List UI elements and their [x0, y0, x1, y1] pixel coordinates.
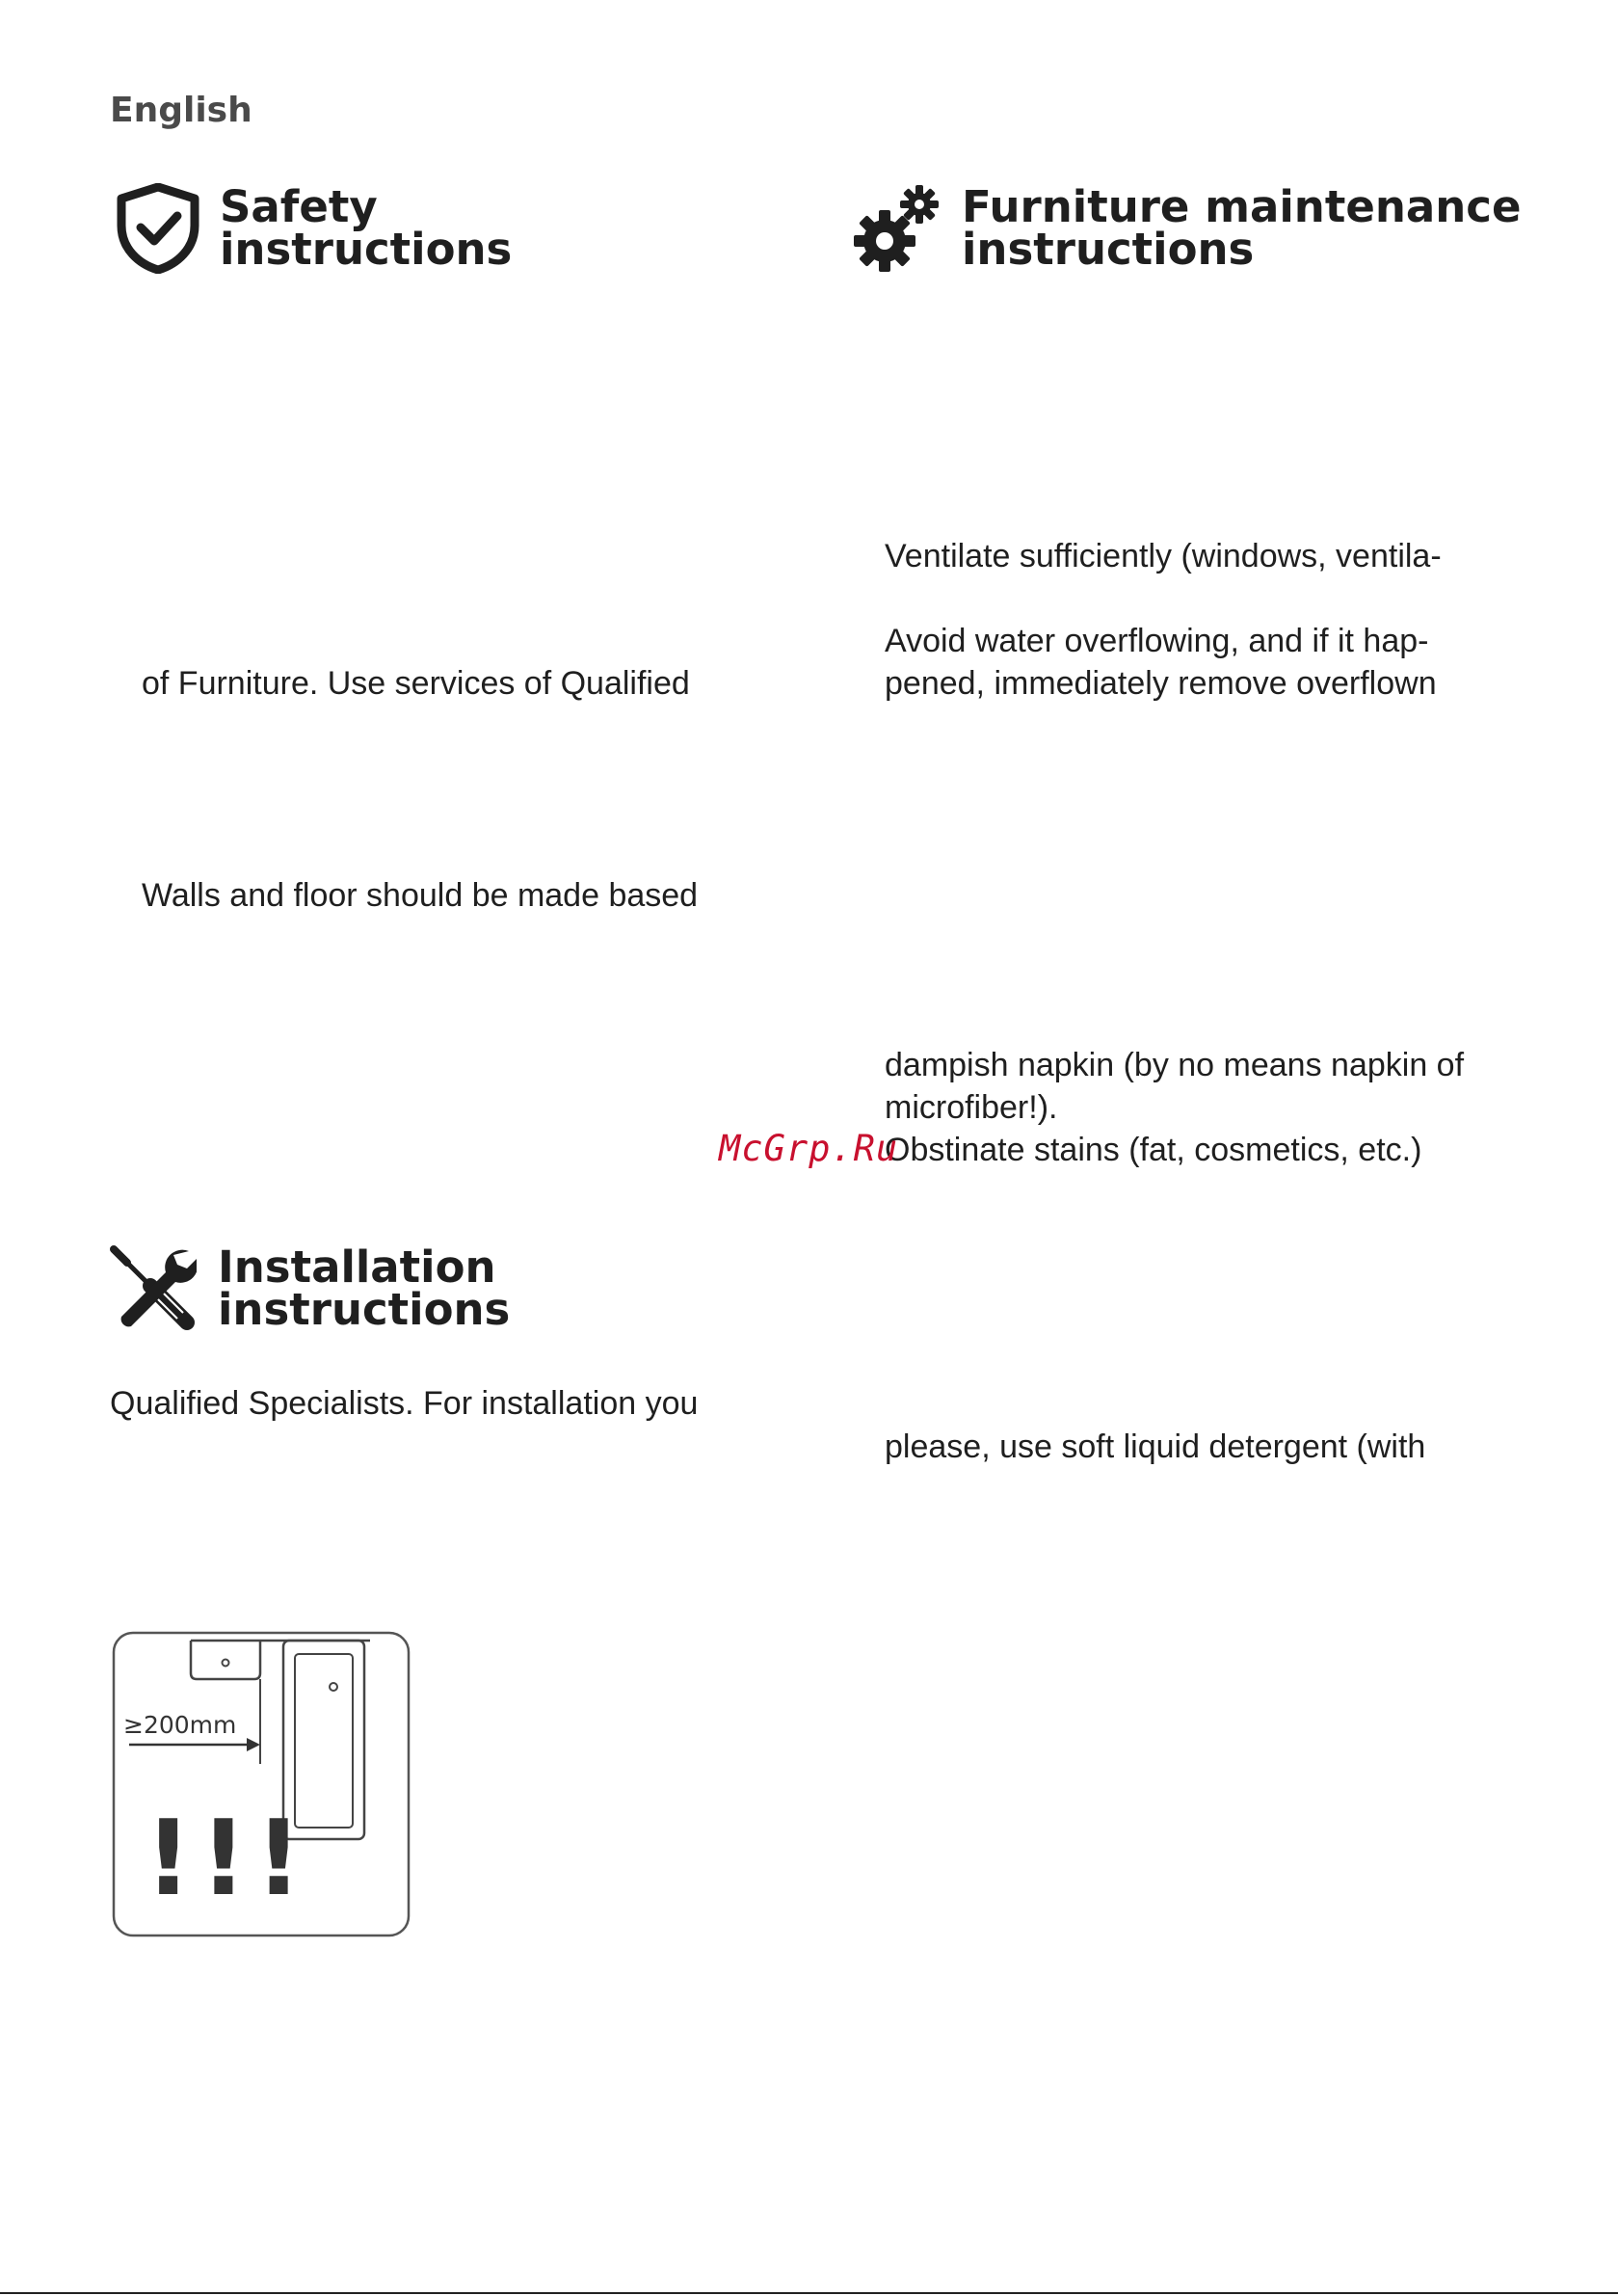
safety-title: Safety instructions [220, 181, 513, 275]
maintenance-line-5: microfiber!). [885, 1089, 1058, 1126]
maintenance-line-6: Obstinate stains (fat, cosmetics, etc.) [885, 1132, 1422, 1168]
installation-clearance-diagram [110, 1629, 412, 1939]
maintenance-title: Furniture maintenance instructions [962, 181, 1522, 275]
gears-icon [852, 183, 942, 274]
page-bottom-rule [0, 2292, 1618, 2294]
installation-heading [108, 1243, 510, 1334]
maintenance-line-1: Ventilate sufficiently (windows, ventila- [885, 538, 1442, 574]
maintenance-line-2: Avoid water overflowing, and if it hap- [885, 623, 1429, 659]
shield-check-icon [116, 183, 200, 274]
watermark: McGrp.Ru [719, 1128, 899, 1169]
installation-title: Installation instructions [218, 1241, 511, 1335]
safety-line-2: Walls and floor should be made based [142, 877, 699, 914]
wrench-screwdriver-icon [108, 1243, 197, 1334]
safety-heading [116, 183, 512, 274]
diagram-distance-label: ≥200mm [123, 1711, 237, 1739]
maintenance-heading [852, 183, 1522, 274]
maintenance-line-4: dampish napkin (by no means napkin of [885, 1047, 1465, 1083]
diagram-warning-marks: !!! [145, 1799, 310, 1919]
safety-line-1: of Furniture. Use services of Qualified [142, 665, 690, 702]
maintenance-line-3: pened, immediately remove overflown [885, 665, 1437, 702]
language-label: English [110, 91, 252, 130]
installation-line-1: Qualified Specialists. For installation you [110, 1385, 699, 1422]
maintenance-line-7: please, use soft liquid detergent (with [885, 1428, 1426, 1465]
